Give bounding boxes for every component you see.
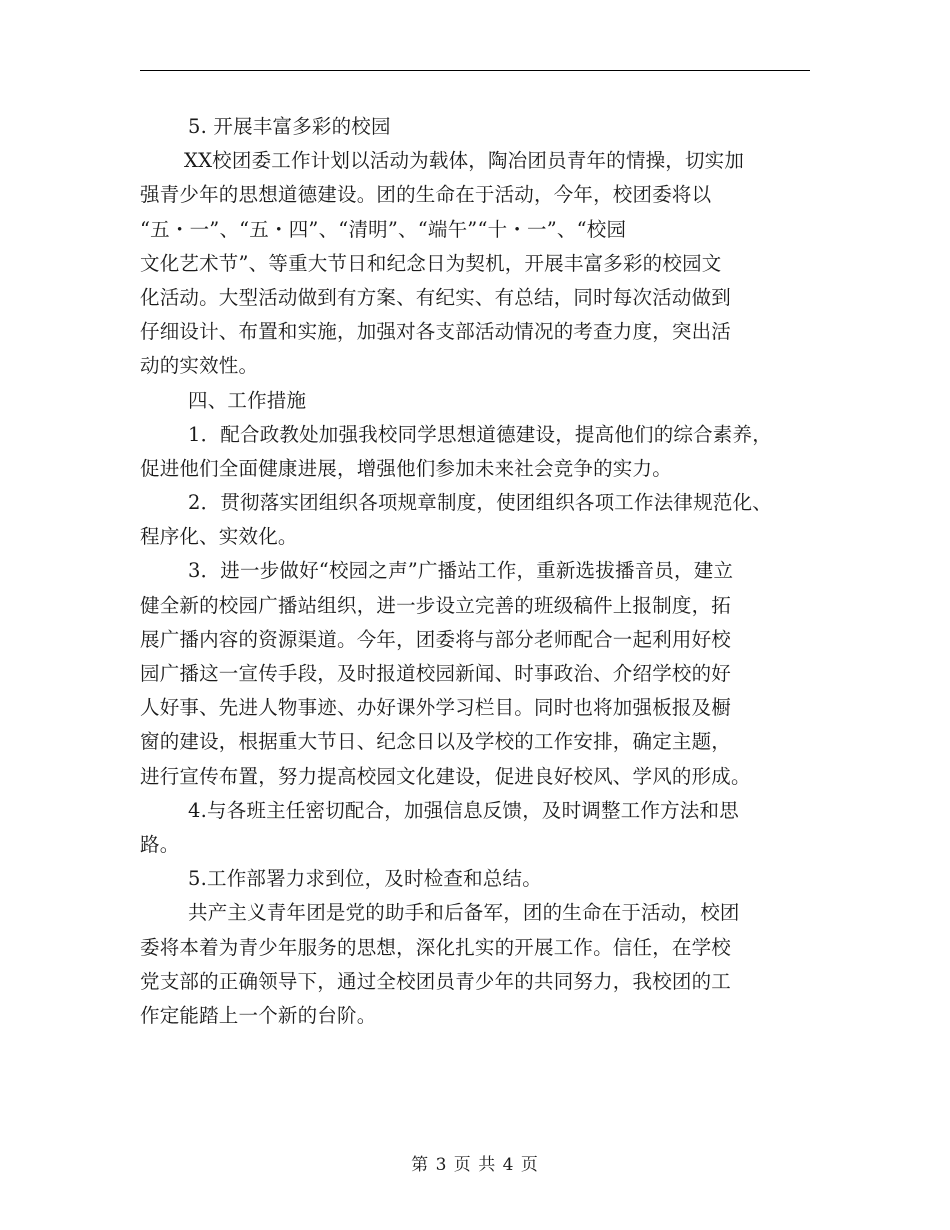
paragraph-line: 作定能踏上一个新的台阶。 bbox=[140, 1003, 377, 1027]
paragraph-line: 进行宣传布置，努力提高校园文化建设，促进良好校风、学风的形成。 bbox=[140, 764, 751, 788]
paragraph-line: 人好事、先进人物事迹、办好课外学习栏目。同时也将加强板报及橱 bbox=[140, 696, 732, 720]
paragraph-line: 委将本着为青少年服务的思想，深化扎实的开展工作。信任，在学校 bbox=[140, 935, 732, 959]
paragraph-line: 5.工作部署力求到位，及时检查和总结。 bbox=[188, 867, 542, 891]
body-text bbox=[140, 110, 830, 1033]
paragraph-line: 共产主义青年团是党的助手和后备军，团的生命在于活动，校团 bbox=[188, 901, 740, 925]
paragraph-line: 4.与各班主任密切配合，加强信息反馈，及时调整工作方法和思 bbox=[188, 798, 739, 822]
paragraph-line: 仔细设计、布置和实施，加强对各支部活动情况的考查力度，突出活 bbox=[140, 320, 732, 344]
section-heading: 四、工作措施 bbox=[188, 388, 307, 412]
paragraph-line: 窗的建设，根据重大节日、纪念日以及学校的工作安排，确定主题， bbox=[140, 730, 732, 754]
paragraph-line: 3．进一步做好“校园之声”广播站工作，重新选拔播音员，建立 bbox=[188, 559, 734, 583]
paragraph-line: 园广播这一宣传手段，及时报道校园新闻、时事政治、介绍学校的好 bbox=[140, 662, 732, 685]
paragraph-line: 5. 开展丰富多彩的校园 bbox=[188, 115, 391, 138]
paragraph-line: 化活动。大型活动做到有方案、有纪实、有总结，同时每次活动做到 bbox=[140, 285, 732, 309]
paragraph-line: XX校团委工作计划以活动为载体，陶冶团员青年的情操，切实加 bbox=[184, 149, 745, 173]
paragraph-line: 党支部的正确领导下，通过全校团员青少年的共同努力，我校团的工 bbox=[140, 969, 732, 993]
paragraph-line: 1．配合政教处加强我校同学思想道德建设，提高他们的综合素养， bbox=[188, 422, 772, 446]
paragraph-line: 路。 bbox=[140, 832, 180, 856]
paragraph-line: 2．贯彻落实团组织各项规章制度，使团组织各项工作法律规范化、 bbox=[188, 491, 772, 515]
header-rule bbox=[140, 70, 810, 71]
paragraph-line: 健全新的校园广播站组织，进一步设立完善的班级稿件上报制度，拓 bbox=[140, 593, 732, 617]
paragraph-line: 促进他们全面健康进展，增强他们参加未来社会竞争的实力。 bbox=[140, 456, 672, 480]
paragraph-line: 展广播内容的资源渠道。今年，团委将与部分老师配合一起利用好校 bbox=[140, 627, 732, 651]
paragraph-line: 动的实效性。 bbox=[140, 354, 259, 378]
page-number-footer: 第 3 页 共 4 页 bbox=[411, 1155, 539, 1175]
paragraph-line: 文化艺术节”、等重大节日和纪念日为契机，开展丰富多彩的校园文 bbox=[140, 251, 722, 275]
paragraph-line: 程序化、实效化。 bbox=[140, 525, 298, 549]
paragraph-line: 强青少年的思想道德建设。团的生命在于活动，今年，校团委将以 bbox=[140, 183, 712, 207]
paragraph-line: “五・一”、“五・四”、“清明”、“端午”“十・一”、“校园 bbox=[140, 217, 627, 241]
